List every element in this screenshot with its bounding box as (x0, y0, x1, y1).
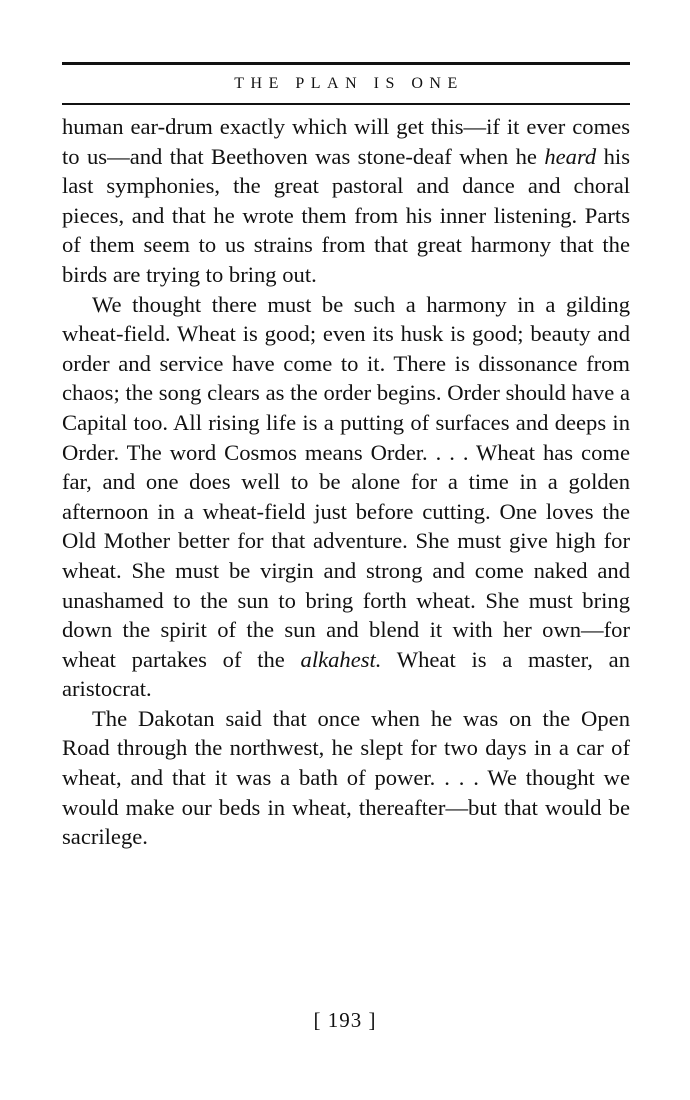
text-segment: his last symphonies, the great pastoral and dance and choral pieces, and that he wrote them from his inner listening. Parts of them seem to us strains from that great harmony that the birds are trying to bring out. (62, 143, 631, 287)
text-segment: human ear-drum exactly which will get this—if it ever comes to us—and that Beethoven was stone-deaf when he (62, 114, 630, 169)
paragraph-2 (62, 290, 630, 704)
header-rule (62, 103, 630, 105)
italic-segment: alkahest. (300, 646, 382, 672)
running-head: THE PLAN IS ONE (234, 75, 464, 92)
paragraph-1 (62, 112, 630, 290)
page-number: [ 193 ] (313, 1008, 377, 1032)
text-segment: The Dakotan said that once when he was on the Open Road through the northwest, he slept for two days in a car of wheat, and that it was a bath of power. . . . We thought we would make our beds in wheat, thereafter—but that would be sacrilege. (62, 705, 630, 850)
text-segment: Wheat is a master, an aristocrat. (62, 646, 630, 702)
paragraph-3 (62, 704, 630, 852)
book-page (62, 62, 630, 852)
top-rule (62, 62, 630, 65)
italic-segment: heard (544, 143, 597, 169)
body-text (62, 112, 630, 852)
text-segment: We thought there must be such a harmony in a gilding wheat-field. Wheat is good; even its husk is good; beauty and order and service have come to it. There is dissonance from chaos; the song clears as the order begins. Order should have a Capital too. All rising life is a putting of surfaces and deeps in Order. The word Cosmos means Order. . . . Wheat has come far, and one does well to be alone for a time in a golden afternoon in a wheat-field just before cutting. One loves the Old Mother better for that adventure. She must give high for wheat. She must be virgin and strong and come naked and unashamed to the sun to bring forth wheat. She must bring down the spirit of the sun and blend it with her own—for wheat partakes of the (62, 291, 630, 672)
